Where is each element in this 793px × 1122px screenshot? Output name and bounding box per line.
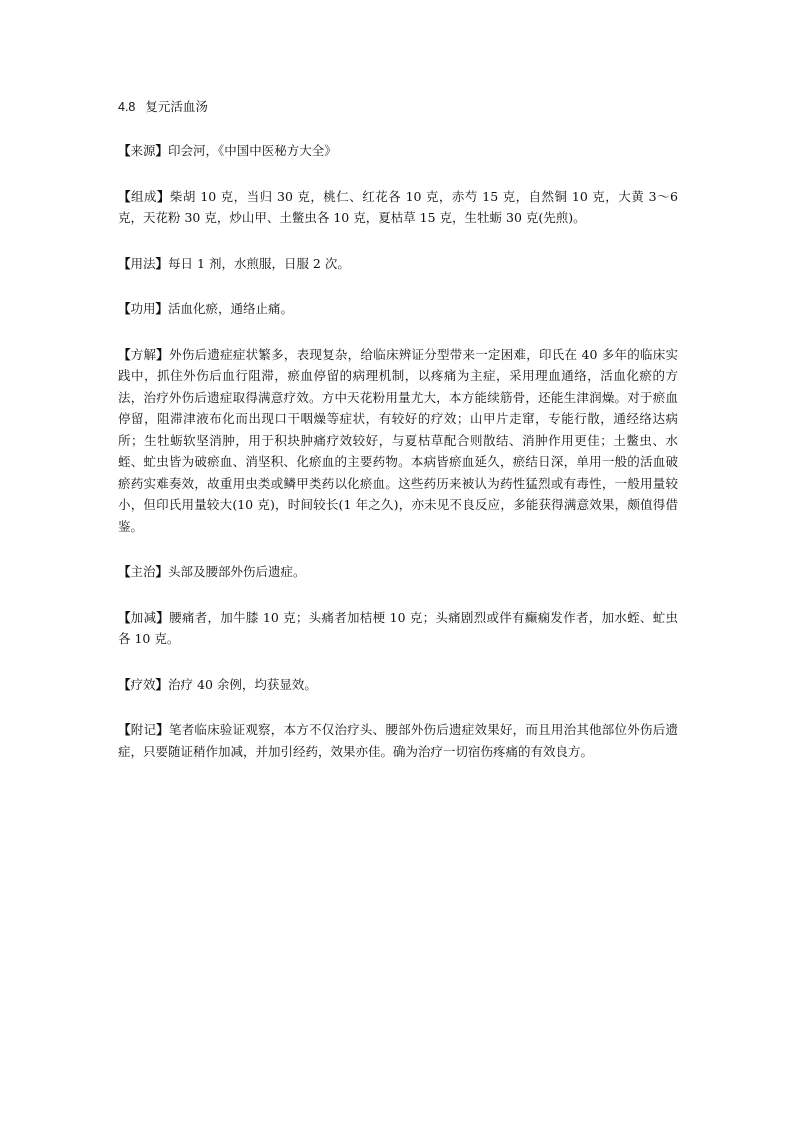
bracket-close: 】	[155, 301, 169, 316]
paragraph-label: 方解	[130, 346, 157, 362]
paragraph-text: 头部及腰部外伤后遗症。	[168, 564, 306, 579]
paragraph-modification	[118, 607, 678, 650]
bracket-open: 【	[118, 609, 131, 625]
paragraph-function	[118, 298, 678, 320]
bracket-open: 【	[118, 346, 131, 362]
paragraph-label: 主治	[130, 564, 156, 579]
paragraph-text: 外伤后遗症症状繁多，表现复杂，给临床辨证分型带来一定困难，印氏在 40 多年的临床实践中，抓住外伤后血行阻滞，瘀血停留的病理机制，以疼痛为主症，采用理血通络，活血化瘀的方法，治疗外伤后遗症取得满意疗效。方中天花粉用量尤大，本方能续筋骨，还能生津润燥。对于瘀血停留，阻滞津液布化而出现口干咽燥等症状，有较好的疗效；山甲片走窜，专能行散，通经络达病所；生牡蛎软坚消肿，用于积块肿痛疗效较好，与夏枯草配合则散结、消肿作用更佳；土鳖虫、水蛭、虻虫皆为破瘀血、消坚积、化瘀血的主要药物。本病皆瘀血延久，瘀结日深，单用一般的活血破瘀药实难奏效，故重用虫类或鳞甲类药以化瘀血。这些药历来被认为药性猛烈或有毒性，一般用量较小，但印氏用量较大(10 克)，时间较长(1 年之久)，亦未见不良反应，多能获得满意效果，颇值得借鉴。	[118, 346, 678, 534]
bracket-open: 【	[118, 564, 131, 579]
paragraph-text: 活血化瘀，通络止痛。	[168, 301, 294, 316]
bracket-close: 】	[155, 676, 169, 692]
paragraph-composition	[118, 186, 678, 229]
paragraph-efficacy	[118, 674, 678, 696]
paragraph-text: 每日 1 剂，水煎服，日服 2 次。	[168, 255, 350, 271]
paragraph-text: 笔者临床验证观察，本方不仅治疗头、腰部外伤后遗症效果好，而且用治其他部位外伤后遗症，只要随证稍作加减，并加引经药，效果亦佳。确为治疗一切宿伤疼痛的有效良方。	[118, 722, 678, 759]
paragraph-usage	[118, 253, 678, 275]
bracket-close: 】	[156, 609, 170, 625]
paragraph-text: 柴胡 10 克，当归 30 克，桃仁、红花各 10 克，赤芍 15 克，自然铜 10 克，大黄 3～6 克，天花粉 30 克，炒山甲、土鳖虫各 10 克，夏枯草 15 克，生牡蛎 30 克(先煎)。	[118, 188, 678, 225]
bracket-close: 】	[156, 346, 170, 362]
document-page	[118, 98, 678, 786]
bracket-open: 【	[118, 301, 131, 316]
paragraph-text: 腰痛者，加牛膝 10 克；头痛者加桔梗 10 克；头痛剧烈或伴有癫痫发作者，加水蛭、虻虫各 10 克。	[118, 609, 678, 646]
paragraph-source	[118, 140, 678, 162]
paragraph-label: 疗效	[130, 676, 156, 692]
section-title: 复元活血汤	[145, 99, 208, 114]
bracket-close: 】	[155, 143, 169, 158]
section-heading	[118, 98, 678, 116]
paragraph-label: 来源	[130, 143, 156, 158]
paragraph-note	[118, 719, 678, 762]
bracket-close: 】	[155, 564, 169, 579]
bracket-open: 【	[118, 722, 131, 737]
paragraph-text: 印会河，《中国中医秘方大全》	[168, 143, 337, 158]
paragraph-label: 附记	[130, 722, 157, 737]
paragraph-label: 用法	[130, 255, 156, 271]
paragraph-indication	[118, 561, 678, 583]
paragraph-text: 治疗 40 余例，均获显效。	[168, 676, 317, 692]
paragraph-label: 功用	[130, 301, 156, 316]
bracket-open: 【	[118, 255, 131, 271]
bracket-close: 】	[156, 188, 170, 204]
bracket-open: 【	[118, 143, 131, 158]
section-number: 4.8	[118, 100, 136, 114]
bracket-open: 【	[118, 676, 131, 692]
bracket-open: 【	[118, 188, 131, 204]
paragraph-explanation	[118, 344, 678, 538]
paragraph-label: 组成	[130, 188, 157, 204]
paragraph-label: 加减	[130, 609, 157, 625]
bracket-close: 】	[155, 255, 169, 271]
bracket-close: 】	[156, 722, 169, 737]
